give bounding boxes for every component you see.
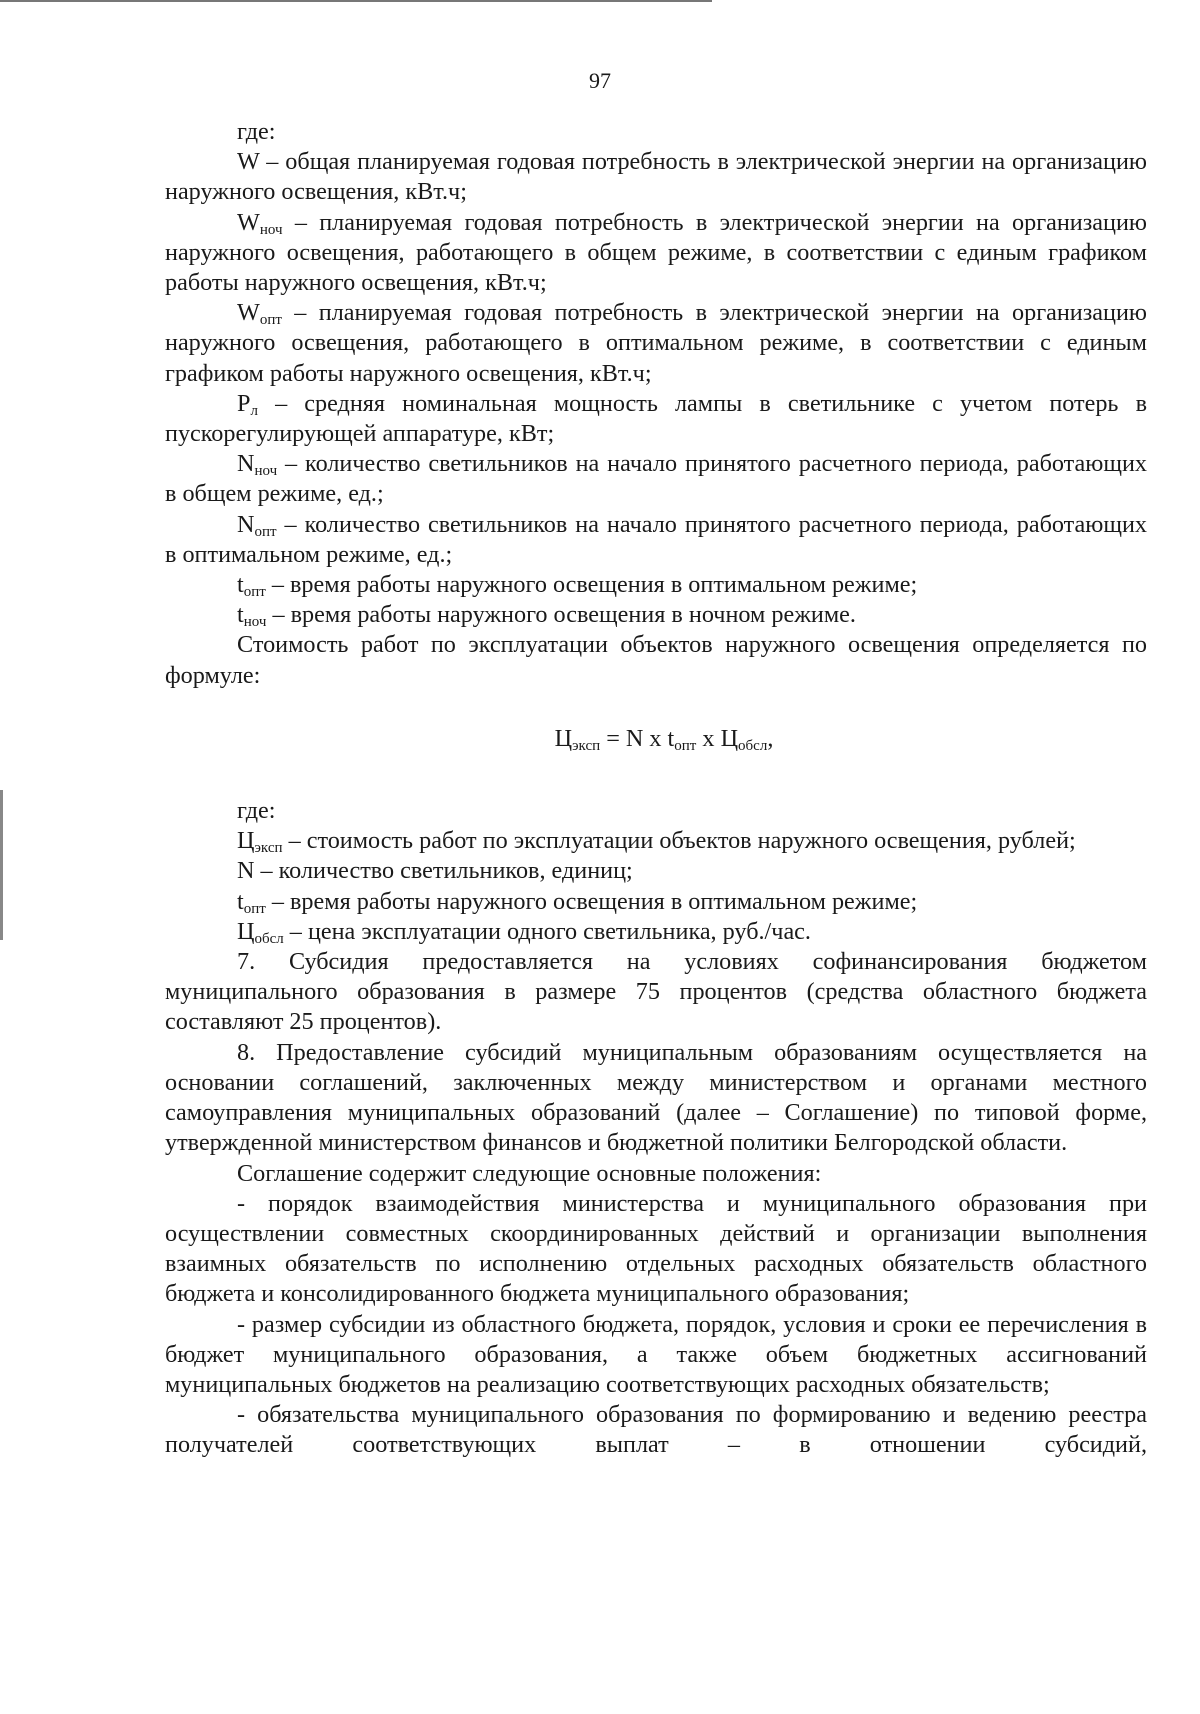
symbol: N [237,450,255,478]
definition-text: – планируемая годовая потребность в электрической энергии на организацию наружного освещения, работающего в общем режиме, в соответствии с единым графиком работы наружного освещения, кВт.ч; [165,208,1147,297]
definition-text: – время работы наружного освещения в оптимальном режиме; [265,887,918,915]
formula-t: t [667,724,675,752]
formula-end: , [767,724,774,752]
definition-w-opt [165,298,1147,389]
scan-edge-line [0,0,712,2]
scan-edge-mark [0,790,3,940]
definition-text: – время работы наружного освещения в оптимальном режиме; [265,571,918,599]
page-number: 97 [589,68,611,93]
paragraph-where-2: где: [237,797,276,825]
symbol: Ц [237,917,255,945]
definition-text: – количество светильников на начало принятого расчетного периода, работающих в оптимальном режиме, ед.; [165,510,1147,568]
definition-text: – общая планируемая годовая потребность в электрической энергии на организацию наружного освещения, кВт.ч; [165,148,1147,206]
definition-t-noch [165,600,1147,630]
paragraph-agreement-intro: Соглашение содержит следующие основные положения: [237,1159,822,1187]
symbol: t [237,571,244,599]
paragraph-7: 7. Субсидия предоставляется на условиях софинансирования бюджетом муниципального образования в размере 75 процентов (средства областного бюджета составляют 25 процентов). [165,948,1147,1036]
subscript: л [250,402,258,419]
formula-lhs: Ц [554,724,573,752]
paragraph-cost-intro: Стоимость работ по эксплуатации объектов наружного освещения определяется по формуле: [165,631,1147,689]
subscript: эксп [572,737,601,754]
definition-text: – количество светильников на начало принятого расчетного периода, работающих в общем режиме, ед.; [165,450,1147,508]
list-item-interaction: - порядок взаимодействия министерства и муниципального образования при осуществлении совместных скоординированных действий и организации выполнения взаимных обязательств по исполнению отдельных расходных обязательств областного бюджета и консолидированного бюджета муниципального образования; [165,1189,1147,1308]
subscript: опт [254,523,277,540]
definition-w [165,147,1147,207]
subscript: опт [243,900,266,917]
subscript: опт [259,311,282,328]
subscript: ноч [243,614,267,630]
paragraph-8: 8. Предоставление субсидий муниципальным образованиям осуществляется на основании соглашений, заключенных между министерством и органами местного самоуправления муниципальных образований (далее – Соглашение) по типовой форме, утвержденной министерством финансов и бюджетной политики Белгородской области. [165,1038,1147,1157]
subscript: опт [243,583,266,600]
formula-times: x [696,724,721,752]
definition-text: – планируемая годовая потребность в электрической энергии на организацию наружного освещения, работающего в оптимальном режиме, в соответствии с единым графиком работы наружного освещения, кВт.ч; [165,299,1147,387]
symbol: Ц [237,827,255,855]
definition-text: – стоимость работ по эксплуатации объектов наружного освещения, рублей; [282,827,1076,855]
symbol: W [237,299,260,327]
subscript: обсл [738,737,768,754]
symbol: W [237,148,260,176]
subscript: ноч [259,221,283,238]
list-item-obligations: - обязательства муниципального образования по формированию и ведению реестра получателей соответствующих выплат – в отношении субсидий, [165,1401,1147,1459]
list-item-subsidy-size: - размер субсидии из областного бюджета, порядок, условия и сроки ее перечисления в бюджет муниципального образования, а также объем бюджетных ассигнований муниципальных бюджетов на реализацию соответствующих расходных обязательств; [165,1310,1147,1398]
symbol: W [237,208,260,236]
document-body [165,117,1147,1461]
symbol: t [237,601,244,629]
subscript: опт [674,737,697,754]
subscript: эксп [254,840,283,857]
definition-p-l [165,389,1147,449]
formula-eq: = N x [600,724,668,752]
formula-c: Ц [720,724,739,752]
definition-w-noch [165,208,1147,299]
definition-n-noch [165,449,1147,509]
definition-t-opt [165,570,1147,600]
definition-text: – время работы наружного освещения в ночном режиме. [266,601,856,629]
definition-c-obsl [165,917,1147,947]
subscript: обсл [254,930,284,947]
formula-cost [165,724,1147,754]
symbol: t [237,887,244,915]
symbol: N [237,510,255,538]
paragraph-where-1: где: [237,118,276,145]
subscript: ноч [254,462,278,479]
definition-n-opt [165,510,1147,570]
definition-t-opt-2 [165,887,1147,917]
symbol: Р [237,389,251,417]
definition-n: N – количество светильников, единиц; [237,857,633,885]
definition-text: – средняя номинальная мощность лампы в светильнике с учетом потерь в пускорегулирующей аппаратуре, кВт; [165,389,1147,448]
definition-text: – цена эксплуатации одного светильника, руб./час. [283,917,811,945]
definition-c-eksp [165,826,1147,856]
